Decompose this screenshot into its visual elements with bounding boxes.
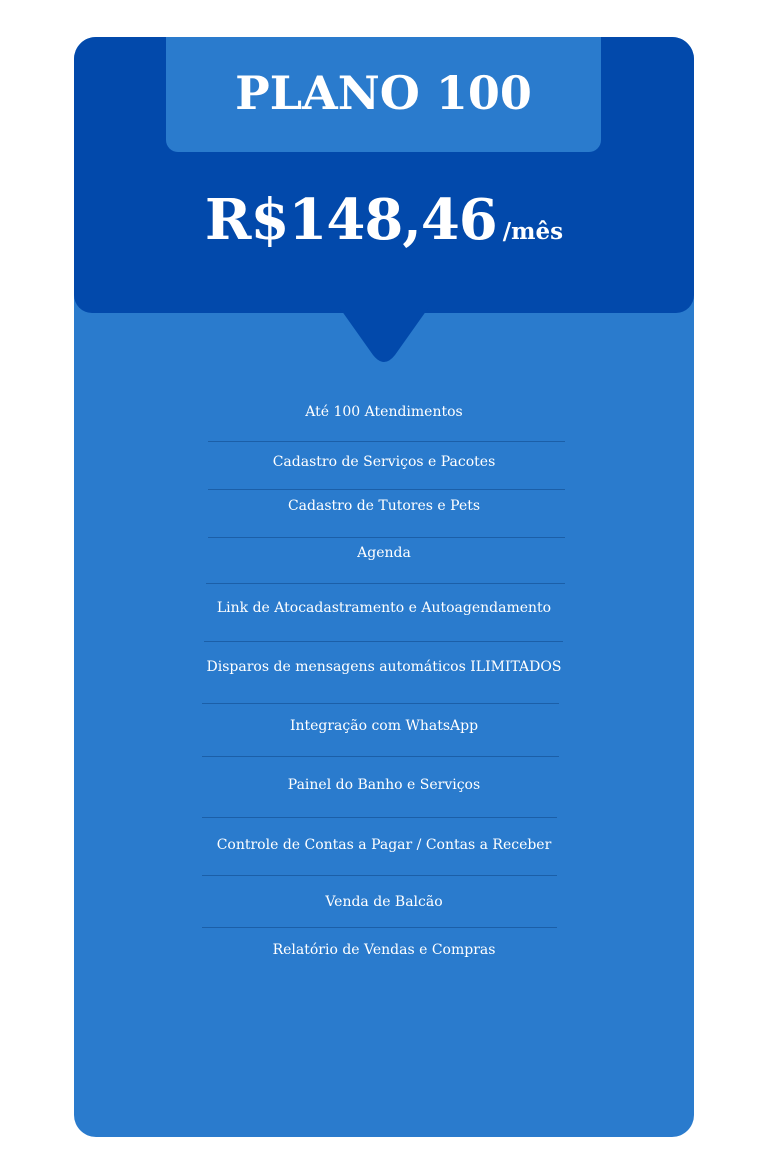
feature-item: Relatório de Vendas e Compras: [272, 942, 496, 958]
plan-title: PLANO 100: [235, 65, 532, 120]
feature-item: Controle de Contas a Pagar / Contas a Receber: [216, 837, 552, 853]
feature-item: Painel do Banho e Serviços: [287, 777, 481, 793]
feature-divider: [204, 641, 563, 642]
feature-divider: [202, 927, 557, 928]
feature-divider: [208, 441, 565, 442]
feature-divider: [202, 875, 557, 876]
plan-price: R$148,46: [204, 187, 497, 253]
feature-list: [74, 37, 694, 1137]
feature-item: Integração com WhatsApp: [289, 718, 479, 734]
feature-item: Venda de Balcão: [325, 894, 443, 910]
feature-divider: [202, 703, 559, 704]
feature-item: Agenda: [357, 545, 411, 561]
feature-item: Link de Atocadastramento e Autoagendamento: [216, 600, 552, 616]
feature-divider: [208, 489, 565, 490]
feature-item: Cadastro de Serviços e Pacotes: [272, 454, 496, 470]
feature-divider: [202, 817, 557, 818]
feature-divider: [208, 537, 565, 538]
feature-divider: [206, 583, 565, 584]
feature-divider: [202, 756, 559, 757]
feature-item: Até 100 Atendimentos: [305, 404, 463, 420]
feature-item: Disparos de mensagens automáticos ILIMITADOS: [206, 659, 562, 675]
feature-item: Cadastro de Tutores e Pets: [287, 498, 481, 514]
pricing-card: [74, 37, 694, 1137]
plan-period: /mês: [502, 218, 564, 245]
